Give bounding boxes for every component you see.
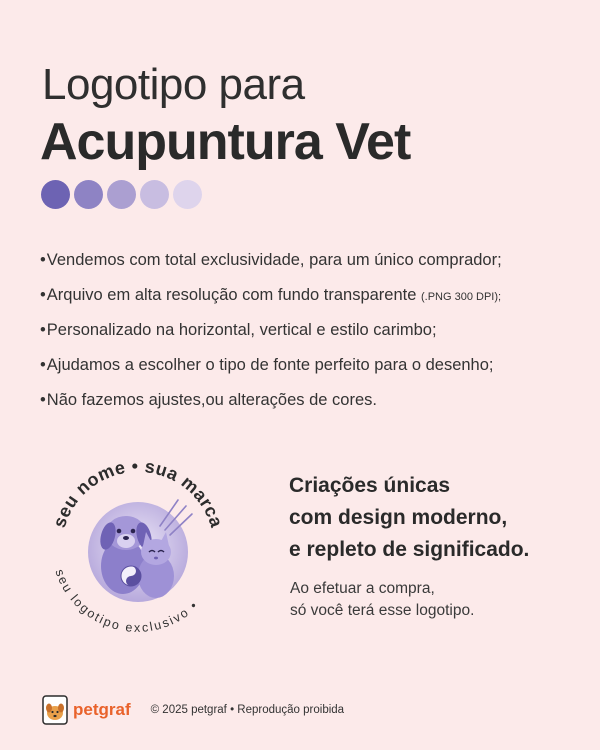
list-item: •Vendemos com total exclusividade, para um único comprador; bbox=[40, 251, 502, 269]
color-swatch bbox=[41, 180, 70, 209]
purchase-note-line-1: Ao efetuar a compra, bbox=[290, 580, 435, 597]
list-item-text: Não fazemos ajustes,ou alterações de cores. bbox=[46, 391, 377, 409]
footer bbox=[42, 695, 344, 725]
color-swatch bbox=[107, 180, 136, 209]
arc-text-bottom: seu logotipo exclusivo • bbox=[52, 567, 202, 635]
list-item-text: Ajudamos a escolher o tipo de fonte perfeito para o desenho; bbox=[46, 356, 494, 374]
color-swatch bbox=[173, 180, 202, 209]
yin-yang-icon bbox=[121, 566, 141, 586]
petgraf-logo-icon bbox=[42, 695, 68, 725]
brand-name: petgraf bbox=[73, 700, 131, 719]
logo-illustration bbox=[38, 448, 238, 648]
list-item: •Não fazemos ajustes,ou alterações de cores. bbox=[40, 391, 377, 409]
color-swatch bbox=[140, 180, 169, 209]
tagline bbox=[289, 470, 529, 566]
tagline-line-2: com design moderno, bbox=[289, 506, 508, 529]
color-palette bbox=[41, 180, 202, 209]
list-item: •Ajudamos a escolher o tipo de fonte perfeito para o desenho; bbox=[40, 356, 494, 374]
list-item-text: Vendemos com total exclusividade, para um único comprador; bbox=[46, 251, 502, 269]
list-item-text: Arquivo em alta resolução com fundo transparente bbox=[46, 286, 421, 304]
tagline-line-1: Criações únicas bbox=[289, 474, 451, 497]
list-item: •Arquivo em alta resolução com fundo transparente (.PNG 300 DPI); bbox=[40, 286, 502, 304]
color-swatch bbox=[74, 180, 103, 209]
file-format-note: (.PNG 300 DPI); bbox=[421, 291, 502, 303]
title-line-1: Logotipo para bbox=[42, 60, 305, 109]
purchase-note bbox=[290, 578, 474, 622]
list-item: •Personalizado na horizontal, vertical e estilo carimbo; bbox=[40, 321, 437, 339]
tagline-line-3: e repleto de significado. bbox=[289, 538, 530, 561]
list-item-text: Personalizado na horizontal, vertical e estilo carimbo; bbox=[46, 321, 437, 339]
copyright-text: © 2025 petgraf • Reprodução proibida bbox=[150, 704, 345, 716]
feature-list bbox=[40, 244, 580, 419]
title-line-2: Acupuntura Vet bbox=[40, 113, 411, 171]
purchase-note-line-2: só você terá esse logotipo. bbox=[290, 602, 475, 619]
arc-text-top: seu nome • sua marca bbox=[49, 455, 227, 531]
logo-stamp bbox=[38, 448, 238, 648]
